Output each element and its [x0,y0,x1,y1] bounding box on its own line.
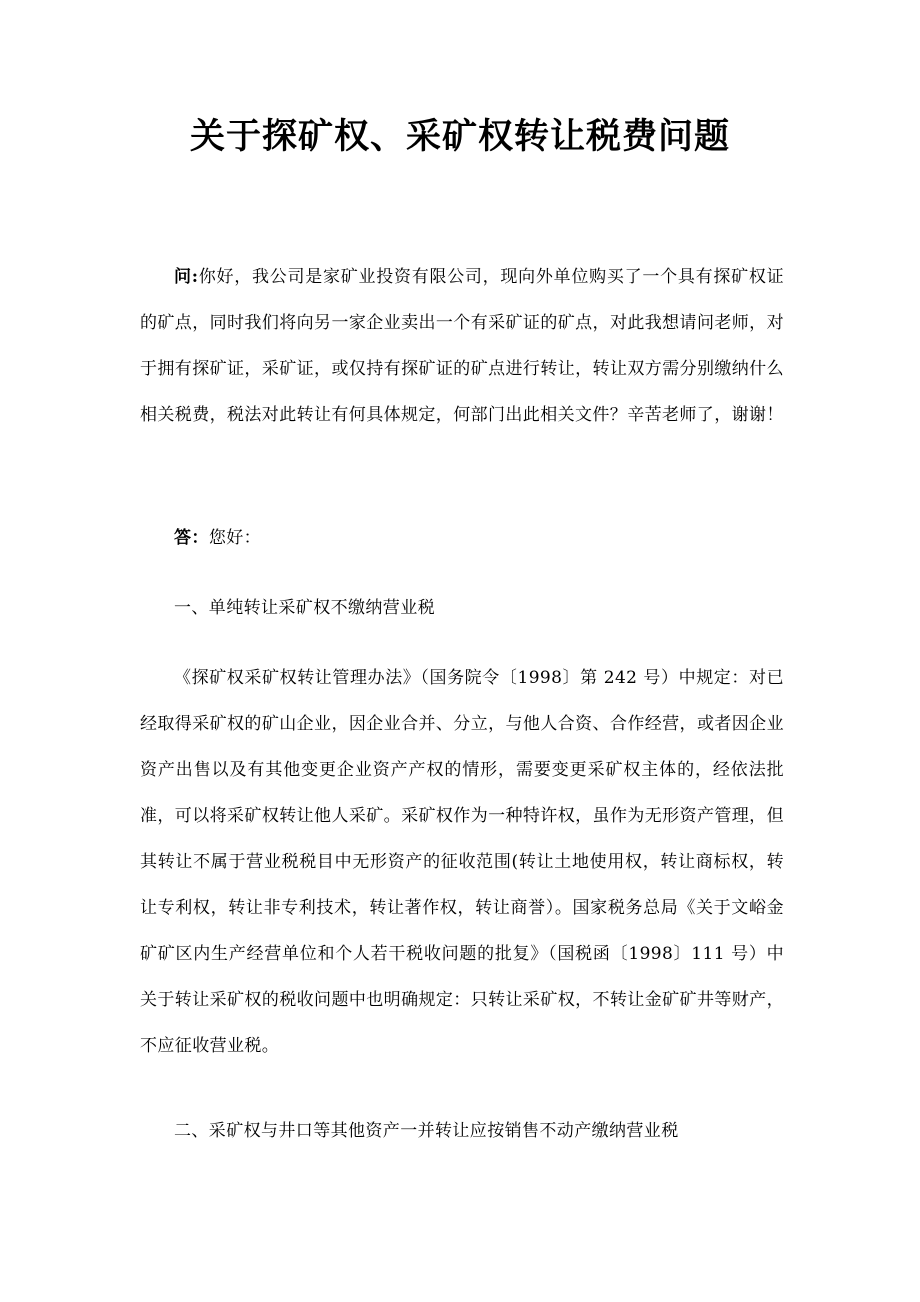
answer-greeting: 您好： [208,528,262,548]
question-label: 问: [174,267,199,287]
question-text: 你好，我公司是家矿业投资有限公司，现向外单位购买了一个具有探矿权证的矿点，同时我们将向另一家企业卖出一个有采矿证的矿点，对此我想请问老师，对于拥有探矿证，采矿证，或仅持有探矿证的矿点进行转让，转让双方需分别缴纳什么相关税费，税法对此转让有何具体规定，何部门出此相关文件？辛苦老师了，谢谢！ [140,267,784,425]
section-body: 《探矿权采矿权转让管理办法》（国务院令〔1998〕第 242 号）中规定：对已经取得采矿权的矿山企业，因企业合并、分立，与他人合资、合作经营，或者因企业资产出售以及有其他变更企业资产产权的情形，需要变更采矿权主体的，经依法批准，可以将采矿权转让他人采矿。采矿权作为一种特许权，虽作为无形资产管理，但其转让不属于营业税税目中无形资产的征收范围(转让土地使用权，转让商标权，转让专利权，转让非专利技术，转让著作权，转让商誉）。国家税务总局《关于文峪金矿矿区内生产经营单位和个人若干税收问题的批复》（国税函〔1998〕111 号）中关于转让采矿权的税收问题中也明确规定：只转让采矿权，不转让金矿矿井等财产，不应征收营业税。 [140,668,784,1056]
section-heading: 二、采矿权与井口等其他资产一并转让应按销售不动产缴纳营业税 [174,1121,679,1141]
question-paragraph [140,254,784,438]
answer-paragraph [140,515,784,561]
answer-label: 答： [174,528,209,548]
section-heading: 一、单纯转让采矿权不缴纳营业税 [174,598,435,618]
document-title: 关于探矿权、采矿权转让税费问题 [189,116,730,157]
